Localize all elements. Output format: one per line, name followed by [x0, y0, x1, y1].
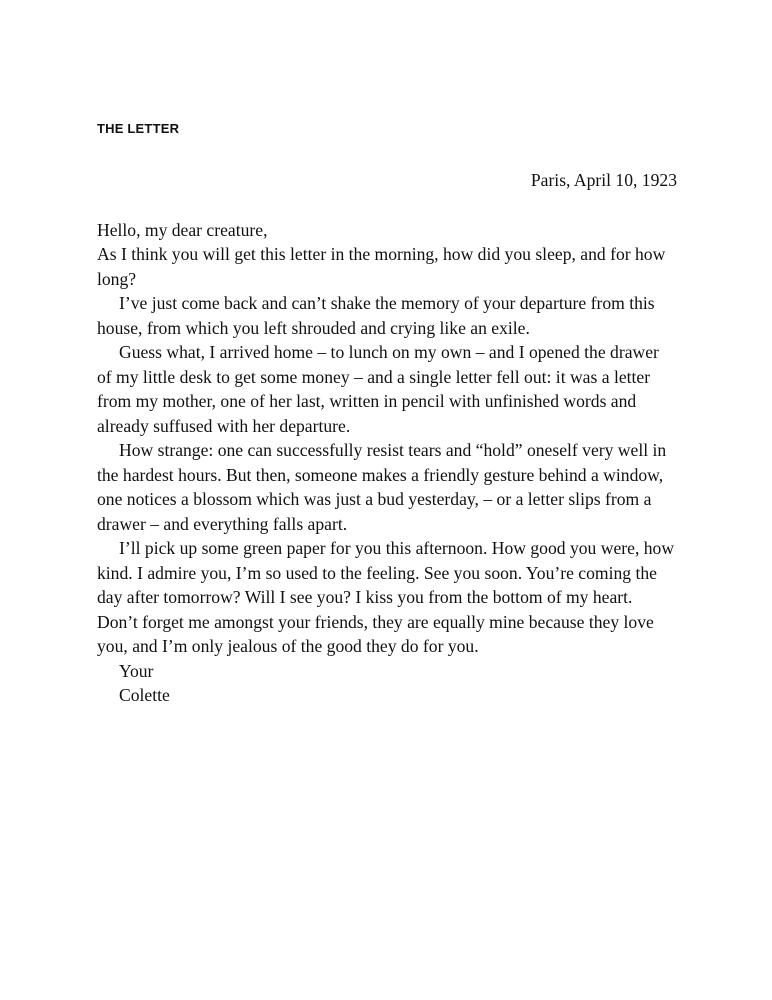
letter-paragraph: I’ve just come back and can’t shake the memory of your departure from this house, from which you left shrouded and crying like an exile. — [97, 293, 655, 338]
letter-closing: Your — [119, 660, 154, 681]
letter-signature: Colette — [119, 685, 170, 705]
letter-dateline: Paris, April 10, 1923 — [530, 170, 677, 190]
letter-paragraph: Guess what, I arrived home – to lunch on my own – and I opened the drawer of my little desk to get some money – and a single letter fell out: it was a letter from my mother, one of her last, written in pencil with unfinished words and already suffused with her departure. — [97, 342, 659, 436]
document-heading: THE LETTER — [97, 121, 180, 136]
letter-paragraph: I’ll pick up some green paper for you this afternoon. How good you were, how kind. I admire you, I’m so used to the feeling. See you soon. You’re coming the day after tomorrow? Will I see you? I kiss you from the bottom of my heart. Don’t forget me amongst your friends, they are equally mine because they love you, and I’m only jealous of the good they do for you. — [97, 538, 675, 656]
letter-paragraph: As I think you will get this letter in the morning, how did you sleep, and for how long? — [97, 244, 666, 289]
letter-paragraph: How strange: one can successfully resist tears and “hold” oneself very well in the hardest hours. But then, someone makes a friendly gesture behind a window, one notices a blossom which was just a bud yesterday, – or a letter slips from a drawer – and everything falls apart. — [97, 440, 667, 534]
letter-greeting: Hello, my dear creature, — [97, 219, 268, 240]
letter-body — [97, 168, 677, 708]
